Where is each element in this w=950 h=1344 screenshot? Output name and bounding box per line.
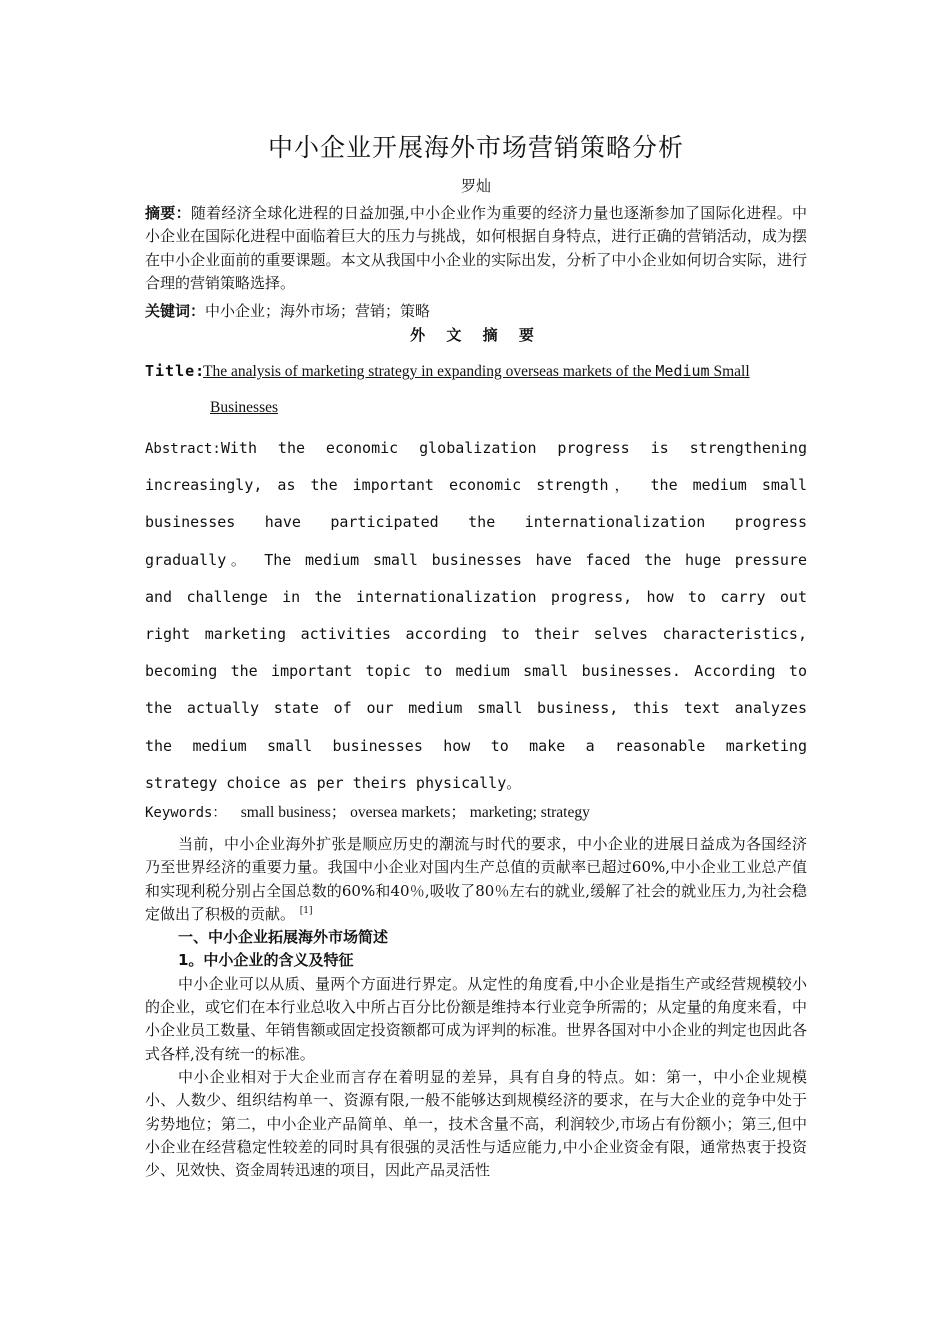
abstract-text: 随着经济全球化进程的日益加强,中小企业作为重要的经济力量也逐渐参加了国际化进程。中小企业在国际化进程中面临着巨大的压力与挑战，如何根据自身特点，进行正确的营销活动，成为摆在中小企业面前的重要课题。本文从我国中小企业的实际出发，分析了中小企业如何切合实际，进行合理的营销策略选择。 — [145, 204, 807, 292]
body-text — [145, 833, 807, 1182]
english-title-part-1: The analysis of marketing strategy in expanding overseas markets of the — [203, 363, 652, 380]
citation-reference: [1] — [299, 905, 313, 916]
english-keywords-label: Keywords： — [145, 805, 227, 821]
english-abstract-line: businesses have participated the internationalization progress — [145, 513, 807, 532]
body-paragraph: 中小企业可以从质、量两个方面进行界定。从定性的角度看,中小企业是指生产或经营规模较小的企业，或它们在本行业总收入中所占百分比份额是维持本行业竞争所需的；从定量的角度来看，中小企业员工数量、年销售额或固定投资额都可成为评判的标准。世界各国对中小企业的判定也因此各式各样,没有统一的标准。 — [145, 974, 807, 1063]
english-title-part-2: Medium — [655, 362, 710, 380]
body-paragraph: 当前，中小企业海外扩张是顺应历史的潮流与时代的要求，中小企业的进展日益成为各国经济乃至世界经济的重要力量。我国中小企业对国内生产总值的贡献率已超过60%,中小企业工业总产值和实现利税分别占全国总数的60%和40％,吸收了80％左右的就业,缓解了社会的就业压力,为社会稳定做出了积极的贡献。 [1] — [145, 835, 807, 923]
english-abstract-line: the actually state of our medium small business, this text analyzes — [145, 699, 807, 718]
english-title-line-2: Businesses — [210, 399, 279, 416]
english-title-label: Title: — [145, 362, 206, 380]
english-abstract-line: strategy choice as per theirs physically。 — [145, 773, 522, 792]
keywords-label: 关键词： — [145, 302, 206, 320]
author-name: 罗灿 — [460, 177, 491, 195]
english-abstract-line: gradually。 The medium small businesses have faced the huge pressure — [145, 550, 807, 569]
english-abstract-line: increasingly, as the important economic strength， the medium small — [145, 476, 807, 495]
english-keywords — [145, 801, 807, 824]
chinese-keywords — [145, 301, 807, 321]
document-title: 中小企业开展海外市场营销策略分析 — [267, 133, 684, 162]
english-abstract-line: Abstract:With the economic globalization progress is strengthening — [145, 439, 807, 457]
body-paragraph: 中小企业相对于大企业而言存在着明显的差异，具有自身的特点。如：第一，中小企业规模小、人数少、组织结构单一、资源有限,一般不能够达到规模经济的要求，在与大企业的竞争中处于劣势地位；第二，中小企业产品简单、单一，技术含量不高，利润较少,市场占有份额小；第三,但中小企业在经营稳定性较差的同时具有很强的灵活性与适应能力,中小企业资金有限，通常热衷于投资少、见效快、资金周转迅速的项目，因此产品灵活性 — [145, 1067, 807, 1180]
abstract-label: 摘要： — [145, 204, 191, 222]
chinese-abstract — [145, 202, 807, 295]
subsection-heading: 1。中小企业的含义及特征 — [178, 951, 354, 970]
english-abstract-line: right marketing activities according to their selves characteristics, — [145, 624, 807, 643]
english-abstract-line: and challenge in the internationalization progress, how to carry out — [145, 587, 807, 606]
english-abstract-label: Abstract: — [145, 441, 221, 457]
english-title-line-1 — [203, 360, 807, 383]
english-abstract — [145, 430, 807, 802]
english-keywords-text: small business； oversea markets； marketing; strategy — [240, 804, 590, 821]
english-abstract-line: becoming the important topic to medium small businesses. According to — [145, 662, 807, 681]
english-abstract-line: the medium small businesses how to make a reasonable marketing — [145, 736, 807, 755]
english-title-part-3: Small — [713, 363, 750, 380]
foreign-abstract-heading: 外 文 摘 要 — [410, 326, 542, 344]
keywords-text: 中小企业；海外市场；营销；策略 — [205, 302, 431, 320]
section-heading: 一、中小企业拓展海外市场简述 — [178, 928, 389, 947]
